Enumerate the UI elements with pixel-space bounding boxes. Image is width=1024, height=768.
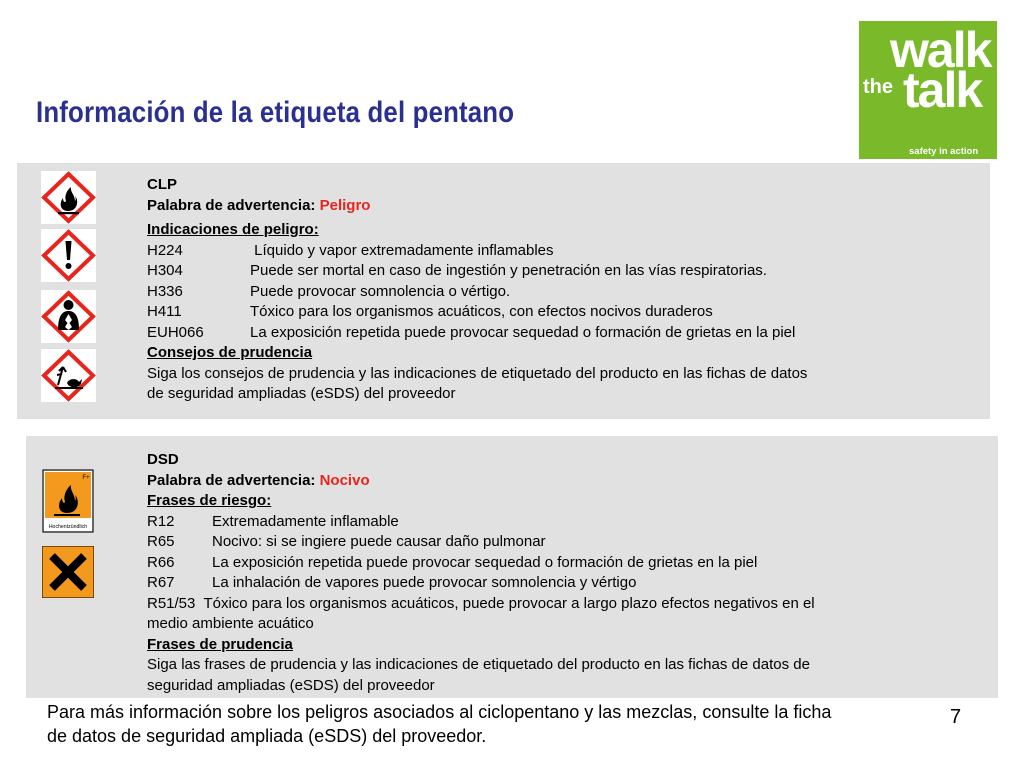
hazard-statement: H224 Líquido y vapor extremadamente inflamables xyxy=(147,241,554,259)
risk-phrase: R51/53 Tóxico para los organismos acuáticos, puede provocar a largo plazo efectos negativos en el xyxy=(147,594,815,612)
clp-precaution-heading: Consejos de prudencia xyxy=(147,344,313,361)
clp-hazard-heading: Indicaciones de peligro: xyxy=(147,221,319,238)
walk-the-talk-logo xyxy=(859,21,997,159)
dsd-risk-heading: Frases de riesgo: xyxy=(147,492,272,509)
hazard-statement: H304 Puede ser mortal en caso de ingestión y penetración en las vías respiratorias. xyxy=(147,262,767,279)
clp-heading: CLP xyxy=(147,176,177,193)
health-hazard-pictogram-icon xyxy=(41,290,96,343)
clp-precaution-text: de seguridad ampliadas (eSDS) del proveedor xyxy=(147,385,456,402)
clp-text xyxy=(147,175,807,405)
hazard-statement: EUH066 La exposición repetida puede provocar sequedad o formación de grietas en la piel xyxy=(147,323,796,341)
highly-flammable-symbol-icon xyxy=(42,469,94,533)
logo-talk: talk xyxy=(903,62,982,118)
logo-wa: walk xyxy=(890,22,991,78)
page-number: 7 xyxy=(950,706,962,728)
footer-line: Para más información sobre los peligros asociados al ciclopentano y las mezclas, consulte la ficha xyxy=(47,702,832,722)
dsd-precaution-text: seguridad ampliadas (eSDS) del proveedor xyxy=(147,676,435,694)
clp-signal-word: Palabra de advertencia: Peligro xyxy=(147,196,371,214)
risk-phrase: R65 Nocivo: si se ingiere puede causar daño pulmonar xyxy=(147,533,546,550)
harmful-x-symbol-icon xyxy=(42,546,94,598)
risk-phrase: R67 La inhalación de vapores puede provocar somnolencia y vértigo xyxy=(147,574,637,591)
dsd-text xyxy=(147,450,815,696)
hazard-statement: H336 Puede provocar somnolencia o vértigo. xyxy=(147,282,511,300)
environment-pictogram-icon xyxy=(41,349,96,402)
dsd-signal-value: Nocivo xyxy=(319,471,370,489)
dsd-heading: DSD xyxy=(147,451,179,468)
risk-phrase: R66 La exposición repetida puede provocar sequedad o formación de grietas en la piel xyxy=(147,553,758,571)
dsd-signal-word: Palabra de advertencia: Nocivo xyxy=(147,471,370,489)
f-plus-code: F+ xyxy=(82,475,90,481)
clp-precaution-text: Siga los consejos de prudencia y las indicaciones de etiquetado del producto en las fichas de datos xyxy=(147,364,808,382)
exclamation-pictogram-icon xyxy=(41,229,96,282)
footer-line: de datos de seguridad ampliada (eSDS) del proveedor. xyxy=(47,726,487,746)
dsd-precaution-heading: Frases de prudencia xyxy=(147,635,293,653)
logo-the: the xyxy=(863,76,893,98)
dsd-precaution-text: Siga las frases de prudencia y las indicaciones de etiquetado del producto en las fichas de datos de xyxy=(147,656,810,673)
hochentzundlich-label: Hochentzündlich xyxy=(48,524,88,530)
page-title: Información de la etiqueta del pentano xyxy=(36,96,515,129)
logo-tagline: safety in action xyxy=(909,146,979,157)
risk-phrase: R12 Extremadamente inflamable xyxy=(147,512,399,530)
footer-note xyxy=(47,700,927,748)
hazard-statement: H411 Tóxico para los organismos acuáticos, con efectos nocivos duraderos xyxy=(147,303,713,320)
risk-phrase-continuation: medio ambiente acuático xyxy=(147,615,314,632)
flame-pictogram-icon xyxy=(41,171,96,224)
clp-signal-value: Peligro xyxy=(319,196,371,214)
